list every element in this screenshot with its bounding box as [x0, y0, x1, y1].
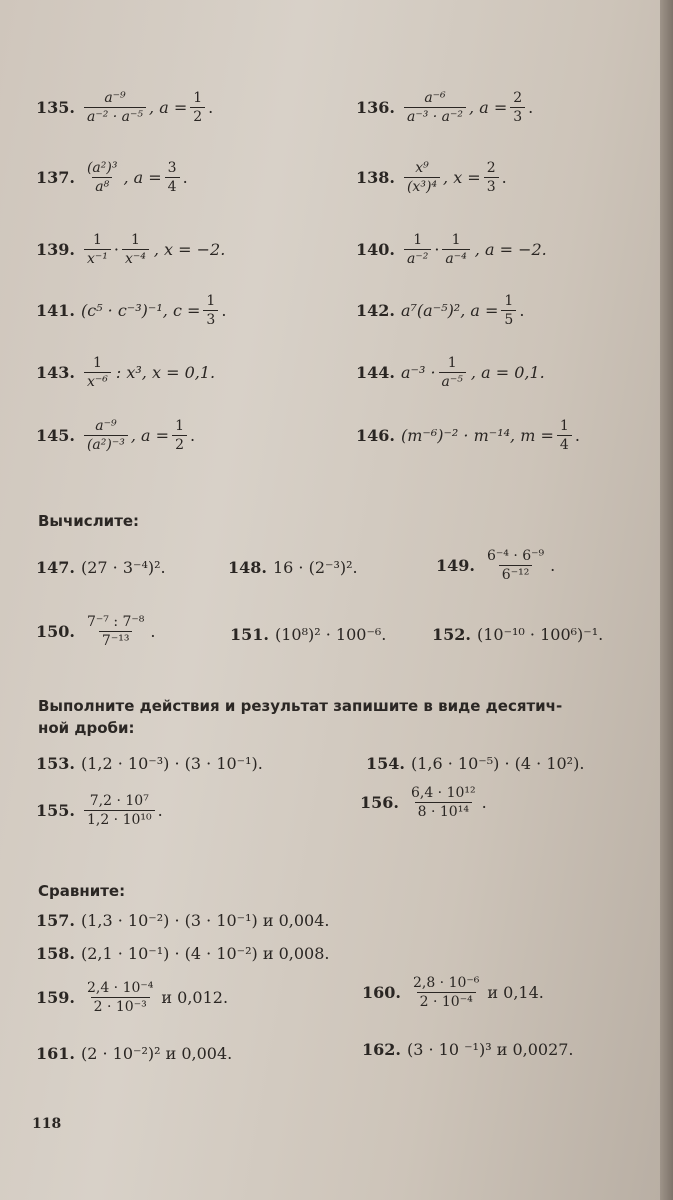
numerator: x⁹: [415, 160, 429, 176]
book-edge: [660, 0, 673, 1200]
numerator: 1: [193, 90, 203, 106]
fraction: [410, 975, 482, 1010]
numerator: 1: [206, 293, 216, 309]
expression: (1,3 · 10⁻²) · (3 · 10⁻¹) и 0,004.: [80, 911, 330, 930]
problem-152: [432, 625, 603, 644]
problem-number: 162.: [362, 1040, 401, 1059]
denominator: 7⁻¹³: [99, 631, 133, 649]
problem-number: 153.: [36, 754, 75, 773]
denominator: a⁻³ · a⁻²: [404, 107, 466, 125]
problem-number: 139.: [36, 240, 75, 259]
numerator: (a²)³: [86, 160, 118, 176]
expression: (1,6 · 10⁻⁵) · (4 · 10²).: [410, 754, 585, 773]
condition-fraction: [510, 90, 525, 125]
problem-139: [36, 232, 225, 267]
denominator: x⁻⁴: [122, 249, 149, 267]
numerator: 1: [92, 232, 102, 248]
expression: (27 · 3⁻⁴)².: [80, 558, 166, 577]
problem-138: [356, 160, 507, 195]
numerator: 6⁻⁴ · 6⁻⁹: [486, 548, 545, 564]
problem-154: [366, 754, 584, 773]
problem-number: 151.: [230, 625, 269, 644]
problem-150: [36, 614, 156, 649]
condition-fraction: [165, 160, 180, 195]
problem-160: [362, 975, 544, 1010]
problem-number: 160.: [362, 983, 401, 1002]
fraction: [484, 548, 547, 583]
problem-number: 149.: [436, 556, 475, 575]
denominator: 3: [510, 107, 525, 125]
fraction: [404, 232, 431, 267]
numerator: 1: [175, 418, 184, 434]
problem-146: [356, 418, 580, 453]
condition-fraction: [484, 160, 499, 195]
denominator: a⁻⁵: [439, 372, 466, 390]
expression: (3 · 10 ⁻¹)³ и 0,0027.: [406, 1040, 574, 1059]
page-number: 118: [32, 1116, 62, 1132]
problem-148: [228, 558, 358, 577]
numerator: a⁻⁶: [424, 90, 446, 106]
fraction: [84, 614, 147, 649]
problem-number: 140.: [356, 240, 395, 259]
problem-number: 142.: [356, 301, 395, 320]
expression: a⁷(a⁻⁵)², a =: [400, 301, 499, 320]
dot: ·: [113, 240, 119, 259]
problem-number: 154.: [366, 754, 405, 773]
condition-fraction: [501, 293, 516, 328]
problem-number: 159.: [36, 988, 75, 1007]
problem-number: 138.: [356, 168, 395, 187]
numerator: 6,4 · 10¹²: [410, 785, 476, 801]
expression: (2,1 · 10⁻¹) · (4 · 10⁻²) и 0,008.: [80, 944, 330, 963]
expression: (10⁸)² · 100⁻⁶.: [274, 625, 387, 644]
problem-number: 157.: [36, 911, 75, 930]
denominator: (x³)⁴: [404, 177, 440, 195]
denominator: 3: [484, 177, 499, 195]
condition: , a =: [149, 98, 188, 117]
problem-number: 148.: [228, 558, 267, 577]
fraction: [404, 160, 440, 195]
numerator: 1: [92, 355, 102, 371]
denominator: x⁻⁶: [84, 372, 111, 390]
period: .: [550, 556, 556, 575]
problem-number: 147.: [36, 558, 75, 577]
condition: , a =: [130, 426, 170, 445]
period: .: [574, 426, 580, 445]
period: .: [157, 801, 163, 820]
problem-number: 152.: [432, 625, 471, 644]
problem-number: 158.: [36, 944, 75, 963]
condition: , a = 0,1.: [470, 363, 545, 382]
problem-157: [36, 911, 330, 930]
fraction: [439, 355, 466, 390]
problem-151: [230, 625, 386, 644]
condition: , a =: [469, 98, 508, 117]
problem-143: [36, 355, 215, 390]
period: .: [501, 168, 507, 187]
fraction: [84, 232, 111, 267]
numerator: 2: [486, 160, 496, 176]
numerator: 2,8 · 10⁻⁶: [412, 975, 480, 991]
expression: (c⁵ · c⁻³)⁻¹, c =: [80, 301, 201, 320]
condition: : x³, x = 0,1.: [115, 363, 216, 382]
fraction: [84, 980, 156, 1015]
problem-135: [36, 90, 213, 125]
expression: (m⁻⁶)⁻² · m⁻¹⁴, m =: [400, 426, 554, 445]
problem-145: [36, 418, 195, 453]
denominator: 5: [501, 310, 516, 328]
numerator: 2: [513, 90, 523, 106]
fraction: [84, 355, 111, 390]
problem-155: [36, 793, 163, 828]
problem-142: [356, 293, 524, 328]
expression: 16 · (2⁻³)².: [272, 558, 358, 577]
expression: a⁻³ ·: [400, 363, 436, 382]
expression: (1,2 · 10⁻³) · (3 · 10⁻¹).: [80, 754, 263, 773]
numerator: 7⁻⁷ : 7⁻⁸: [86, 614, 145, 630]
denominator: 4: [557, 435, 572, 453]
problem-162: [362, 1040, 574, 1059]
denominator: a⁻²: [404, 249, 431, 267]
period: .: [221, 301, 227, 320]
problem-number: 141.: [36, 301, 75, 320]
heading-decimal-line2: ной дроби:: [38, 719, 135, 737]
fraction: [84, 418, 128, 453]
period: .: [208, 98, 214, 117]
heading-decimal-line1: Выполните действия и результат запишите в виде десятич-: [38, 697, 563, 715]
expression: (2 · 10⁻²)² и 0,004.: [80, 1044, 233, 1063]
numerator: a⁻⁹: [95, 418, 117, 434]
numerator: 1: [559, 418, 569, 434]
numerator: 1: [447, 355, 457, 371]
problem-137: [36, 160, 188, 195]
problem-number: 145.: [36, 426, 75, 445]
expression: (10⁻¹⁰ · 100⁶)⁻¹.: [476, 625, 604, 644]
denominator: 2 · 10⁻⁴: [417, 992, 476, 1010]
problem-153: [36, 754, 263, 773]
denominator: 2: [172, 435, 187, 453]
period: .: [481, 793, 487, 812]
period: .: [528, 98, 534, 117]
problem-number: 156.: [360, 793, 399, 812]
problem-number: 150.: [36, 622, 75, 641]
denominator: (a²)⁻³: [84, 435, 128, 453]
fraction: [84, 90, 146, 125]
numerator: 3: [167, 160, 177, 176]
problem-159: [36, 980, 228, 1015]
fraction: [84, 793, 155, 828]
denominator: a⁸: [92, 177, 112, 195]
problem-140: [356, 232, 547, 267]
problem-number: 137.: [36, 168, 75, 187]
problem-number: 136.: [356, 98, 395, 117]
fraction: [404, 90, 466, 125]
numerator: 7,2 · 10⁷: [89, 793, 149, 809]
numerator: 1: [451, 232, 461, 248]
fraction: [408, 785, 479, 820]
problem-156: [360, 785, 487, 820]
numerator: 1: [130, 232, 140, 248]
denominator: 6⁻¹²: [499, 565, 533, 583]
problem-158: [36, 944, 330, 963]
problem-number: 143.: [36, 363, 75, 382]
denominator: 4: [165, 177, 180, 195]
condition-fraction: [172, 418, 187, 453]
condition: , a =: [123, 168, 162, 187]
denominator: a⁻² · a⁻⁵: [84, 107, 146, 125]
problem-161: [36, 1044, 232, 1063]
problem-number: 144.: [356, 363, 395, 382]
condition-fraction: [190, 90, 205, 125]
numerator: 1: [413, 232, 423, 248]
denominator: a⁻⁴: [442, 249, 469, 267]
problem-147: [36, 558, 166, 577]
heading-compare: Сравните:: [38, 882, 126, 900]
denominator: 2: [190, 107, 205, 125]
period: .: [519, 301, 525, 320]
heading-compute: Вычислите:: [38, 512, 140, 530]
numerator: 1: [504, 293, 514, 309]
problem-number: 155.: [36, 801, 75, 820]
numerator: a⁻⁹: [104, 90, 126, 106]
problem-141: [36, 293, 226, 328]
period: .: [189, 426, 196, 445]
dot: ·: [434, 240, 440, 259]
denominator: x⁻¹: [84, 249, 111, 267]
fraction: [84, 160, 121, 195]
comparison: и 0,012.: [161, 988, 229, 1007]
condition: , x =: [443, 168, 481, 187]
problem-number: 135.: [36, 98, 75, 117]
denominator: 1,2 · 10¹⁰: [84, 810, 155, 828]
period: .: [150, 622, 156, 641]
problem-number: 161.: [36, 1044, 75, 1063]
condition-fraction: [557, 418, 572, 453]
denominator: 8 · 10¹⁴: [415, 802, 472, 820]
fraction: [442, 232, 469, 267]
condition-fraction: [203, 293, 218, 328]
comparison: и 0,14.: [487, 983, 544, 1002]
denominator: 3: [203, 310, 218, 328]
fraction: [122, 232, 149, 267]
condition: , a = −2.: [474, 240, 547, 259]
numerator: 2,4 · 10⁻⁴: [86, 980, 154, 996]
problem-149: [436, 548, 555, 583]
denominator: 2 · 10⁻³: [91, 997, 150, 1015]
problem-number: 146.: [356, 426, 395, 445]
period: .: [182, 168, 188, 187]
problem-136: [356, 90, 533, 125]
problem-144: [356, 355, 545, 390]
condition: , x = −2.: [153, 240, 226, 259]
